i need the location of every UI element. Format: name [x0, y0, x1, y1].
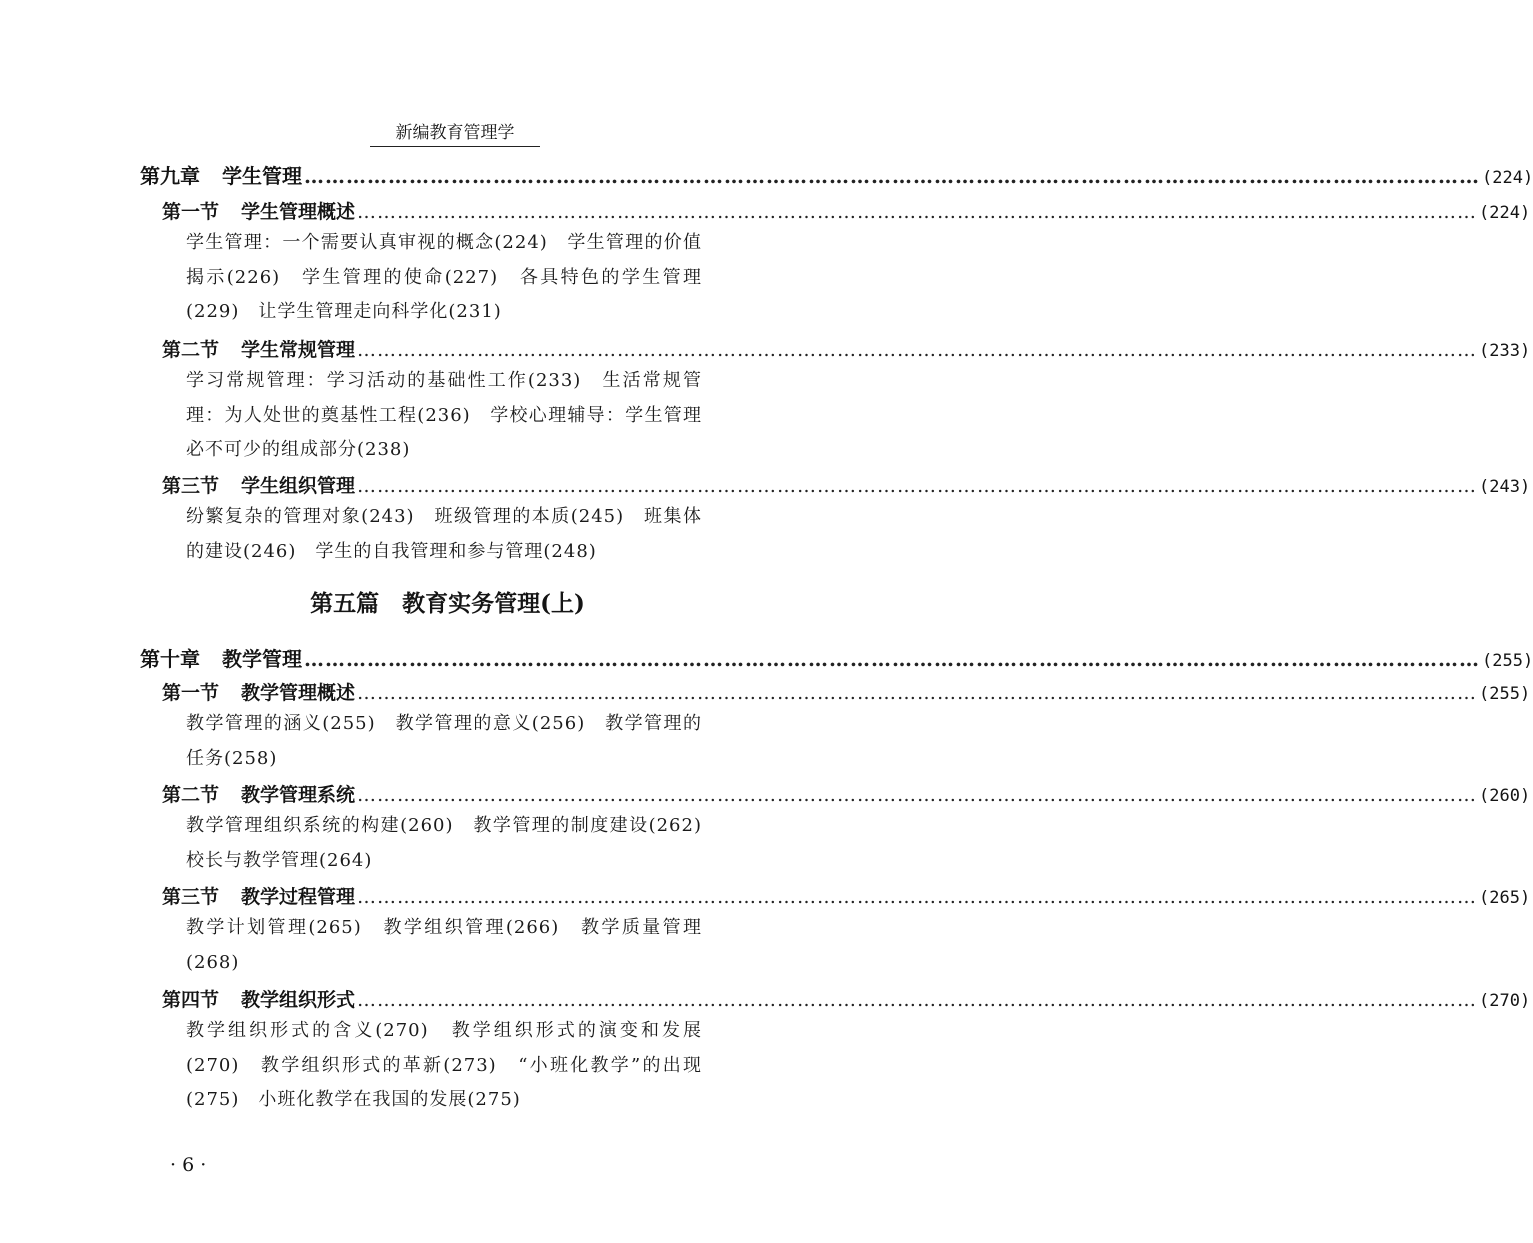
section-title: 学生常规管理	[241, 339, 356, 361]
section-title: 教学管理概述	[241, 682, 356, 704]
page-number: (243)	[1479, 477, 1531, 497]
dot-leader: ……………………………………………………………………………………………………………………………………………………	[357, 339, 1478, 361]
section-title: 学生管理概述	[241, 201, 356, 223]
page-number: (255)	[1479, 684, 1531, 704]
toc-section[interactable]	[162, 335, 1531, 362]
toc-section[interactable]	[162, 678, 1531, 705]
section-topics: 纷繁复杂的管理对象(243) 班级管理的本质(245) 班集体的建设(246) 学生的自我管理和参与管理(248)	[186, 506, 702, 562]
page-number: (260)	[1479, 786, 1531, 806]
toc-section[interactable]	[162, 471, 1531, 498]
section-topics: 教学管理的涵义(255) 教学管理的意义(256) 教学管理的任务(258)	[186, 713, 702, 769]
page-number: (270)	[1479, 991, 1531, 1011]
section-label: 第二节	[162, 339, 220, 361]
dot-leader: ……………………………………………………………………………………………………………………………………………………	[357, 682, 1478, 704]
chapter-title: 教学管理	[222, 647, 302, 671]
part-title: 第五篇 教育实务管理(上)	[310, 590, 585, 617]
chapter-label: 第十章	[140, 647, 200, 671]
dot-leader: ……………………………………………………………………………………………………………………………………………………	[357, 989, 1478, 1011]
page-number: (224)	[1482, 168, 1533, 188]
dot-leader: ……………………………………………………………………………………………………………………………………………………	[304, 164, 1480, 188]
toc-section[interactable]	[162, 882, 1531, 909]
chapter-title: 学生管理	[222, 164, 302, 188]
page-number: (255)	[1482, 651, 1533, 671]
section-label: 第三节	[162, 886, 220, 908]
section-topics: 学生管理：一个需要认真审视的概念(224) 学生管理的价值揭示(226) 学生管理的使命(227) 各具特色的学生管理(229) 让学生管理走向科学化(231)	[186, 232, 702, 322]
section-label: 第一节	[162, 682, 220, 704]
dot-leader: ……………………………………………………………………………………………………………………………………………………	[357, 475, 1478, 497]
section-title: 学生组织管理	[241, 475, 356, 497]
running-head: 新编教育管理学	[370, 122, 540, 147]
section-label: 第四节	[162, 989, 220, 1011]
dot-leader: ……………………………………………………………………………………………………………………………………………………	[357, 784, 1478, 806]
section-topics: 教学组织形式的含义(270) 教学组织形式的演变和发展(270) 教学组织形式的革新(273) “小班化教学”的出现(275) 小班化教学在我国的发展(275)	[186, 1020, 702, 1110]
toc-section[interactable]	[162, 780, 1531, 807]
section-title: 教学过程管理	[241, 886, 356, 908]
section-topics: 学习常规管理：学习活动的基础性工作(233) 生活常规管理：为人处世的奠基性工程(236) 学校心理辅导：学生管理必不可少的组成部分(238)	[186, 370, 702, 460]
section-label: 第二节	[162, 784, 220, 806]
page-number: (224)	[1479, 203, 1531, 223]
page-number: (233)	[1479, 341, 1531, 361]
section-label: 第三节	[162, 475, 220, 497]
page-folio: · 6 ·	[170, 1154, 207, 1176]
dot-leader: ……………………………………………………………………………………………………………………………………………………	[304, 647, 1480, 671]
toc-section[interactable]	[162, 985, 1531, 1012]
chapter-label: 第九章	[140, 164, 200, 188]
page-number: (265)	[1479, 888, 1531, 908]
toc-section[interactable]	[162, 197, 1531, 224]
toc-chapter-9[interactable]	[140, 160, 1533, 189]
section-topics: 教学计划管理(265) 教学组织管理(266) 教学质量管理(268)	[186, 917, 702, 973]
section-title: 教学组织形式	[241, 989, 356, 1011]
section-topics: 教学管理组织系统的构建(260) 教学管理的制度建设(262) 校长与教学管理(264)	[186, 815, 721, 871]
section-label: 第一节	[162, 201, 220, 223]
section-title: 教学管理系统	[241, 784, 356, 806]
toc-chapter-10[interactable]	[140, 643, 1533, 672]
dot-leader: ……………………………………………………………………………………………………………………………………………………	[357, 886, 1478, 908]
dot-leader: ……………………………………………………………………………………………………………………………………………………	[357, 201, 1478, 223]
